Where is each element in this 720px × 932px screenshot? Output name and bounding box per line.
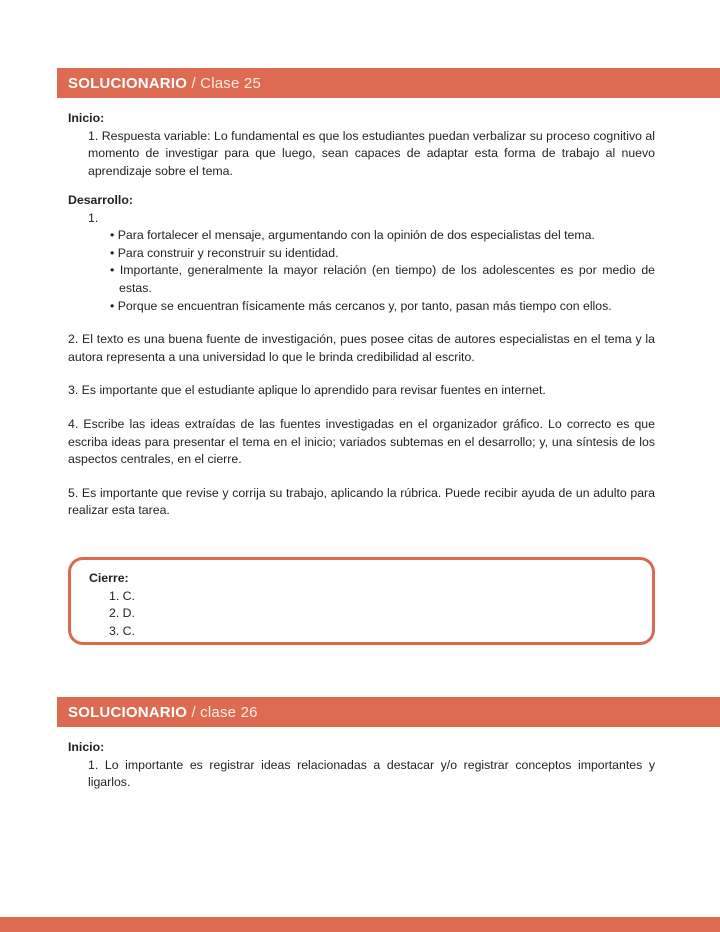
inicio-label: Inicio: xyxy=(68,111,105,125)
section-header-title-strong: SOLUCIONARIO xyxy=(68,74,188,92)
desarrollo-bullet-4: • Porque se encuentran físicamente más cercanos y, por tanto, pasan más tiempo con ellos. xyxy=(110,298,612,313)
inicio-label-2: Inicio: xyxy=(68,740,105,754)
desarrollo-bullet-1: • Para fortalecer el mensaje, argumentando con la opinión de dos especialistas del tema. xyxy=(110,228,595,243)
desarrollo-paragraph-4: 4. Escribe las ideas extraídas de las fuentes investigadas en el organizador gráfico. Lo correcto es que escriba ideas para presentar el tema en el inicio; variados subtemas en el desarrollo; y, una síntesis de los aspectos centrales, en el cierre. xyxy=(68,416,655,467)
cierre-label: Cierre: xyxy=(89,571,129,585)
desarrollo-paragraph-5: 5. Es importante que revise y corrija su trabajo, aplicando la rúbrica. Puede recibir ayuda de un adulto para realizar esta tarea. xyxy=(68,485,655,518)
section-header-title-strong-2: SOLUCIONARIO xyxy=(68,703,188,721)
section-header-title-light-2: / clase 26 xyxy=(187,703,258,721)
cierre-answer-1: 1. C. xyxy=(109,588,135,603)
cierre-answer-2: 2. D. xyxy=(109,606,135,621)
footer-accent-bar xyxy=(0,917,720,932)
desarrollo-paragraph-2: 2. El texto es una buena fuente de investigación, pues posee citas de autores especialistas en el tema y la autora representa a una universidad lo que le brinda credibilidad al escrito. xyxy=(68,332,655,364)
cierre-answer-3: 3. C. xyxy=(109,623,135,638)
inicio-item-1-clase-26: 1. Lo importante es registrar ideas relacionadas a destacar y/o registrar conceptos importantes y ligarlos. xyxy=(88,757,655,790)
inicio-item-1: 1. Respuesta variable: Lo fundamental es que los estudiantes puedan verbalizar su proceso cognitivo al momento de investigar para que luego, sean capaces de adaptar esta forma de trabajo al nuevo aprendizaje sobre el tema. xyxy=(88,128,655,178)
cierre-answer-box xyxy=(68,557,655,645)
desarrollo-bullet-2: • Para construir y reconstruir su identidad. xyxy=(110,245,339,260)
desarrollo-bullet-3: • Importante, generalmente la mayor relación (en tiempo) de los adolescentes es por medio de estas. xyxy=(110,263,655,295)
desarrollo-label: Desarrollo: xyxy=(68,193,133,207)
inicio-block-clase-25 xyxy=(68,110,655,180)
desarrollo-number-marker: 1. xyxy=(88,210,99,225)
section-header-title-light: / Clase 25 xyxy=(187,74,261,92)
section-header-clase-26 xyxy=(57,697,720,727)
inicio-block-clase-26 xyxy=(68,739,655,792)
section-header-clase-25 xyxy=(57,68,720,98)
desarrollo-paragraph-3: 3. Es importante que el estudiante aplique lo aprendido para revisar fuentes en internet. xyxy=(68,383,546,398)
desarrollo-block-clase-25 xyxy=(68,192,655,520)
